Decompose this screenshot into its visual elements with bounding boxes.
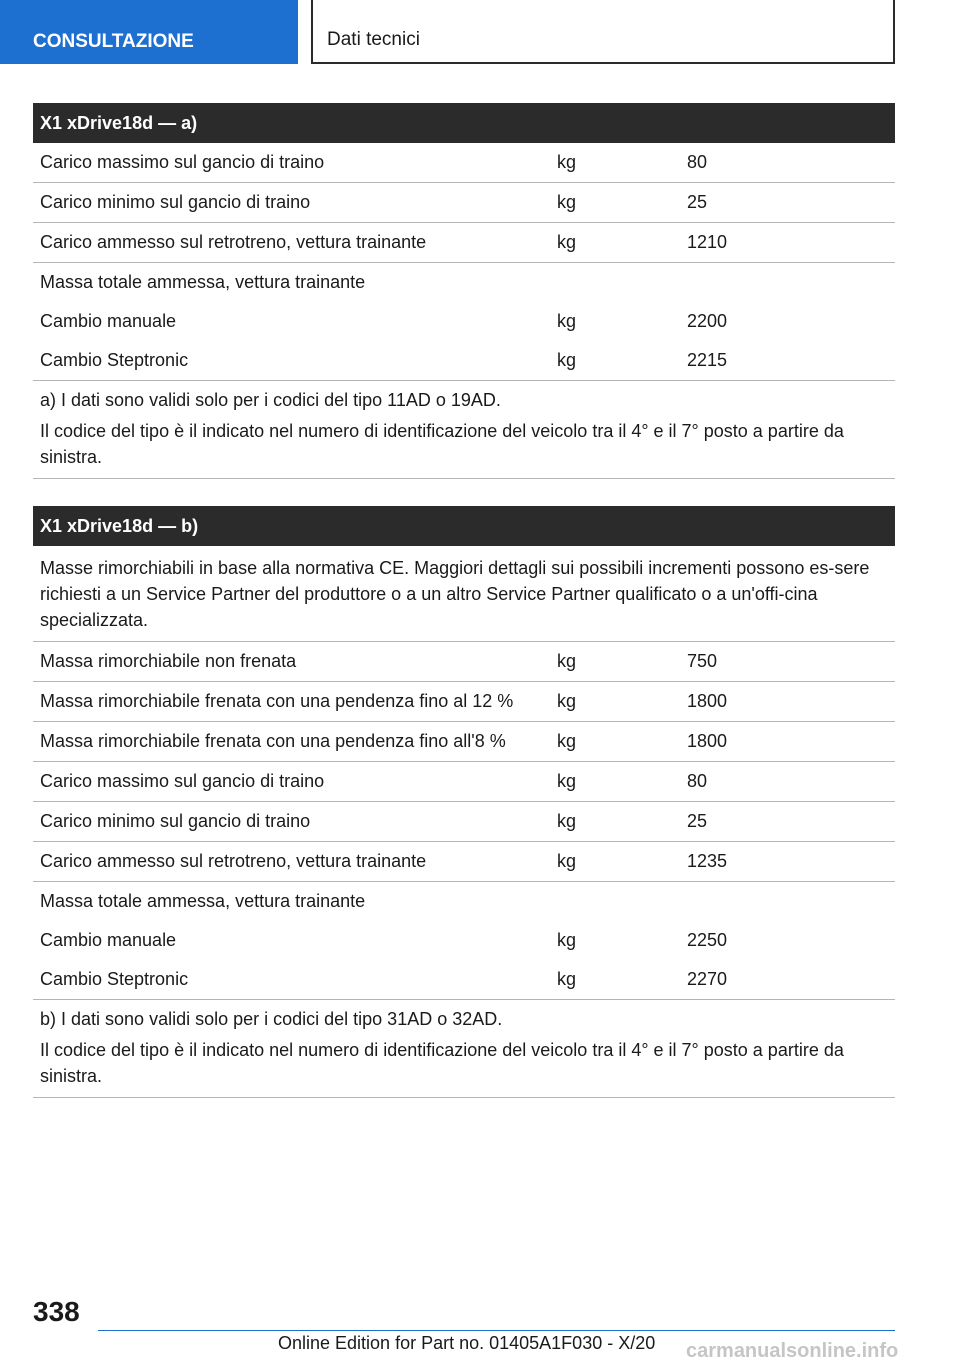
row-unit: kg [557, 930, 577, 950]
row-unit: kg [550, 842, 680, 882]
row-label: Carico massimo sul gancio di traino [33, 762, 550, 802]
table-header [33, 103, 895, 143]
row-label: Massa rimorchiabile frenata con una pendenza fino al 12 % [33, 682, 550, 722]
row-value: 80 [680, 762, 895, 802]
spec-table-a [33, 103, 895, 479]
row-unit: kg [550, 223, 680, 263]
row-subheading: Massa totale ammessa, vettura trainante [40, 891, 366, 911]
row-label: Carico minimo sul gancio di traino [33, 802, 550, 842]
footer-edition: Online Edition for Part no. 01405A1F030 - X/20 [278, 1333, 656, 1353]
table-row [33, 223, 895, 263]
row-value: 1235 [680, 842, 895, 882]
table-row [33, 882, 895, 922]
page-number: 338 [33, 1296, 80, 1327]
table-row [33, 143, 895, 183]
table-row [33, 546, 895, 642]
row-value: 1800 [680, 682, 895, 722]
row-label: Cambio manuale [40, 311, 177, 331]
section-tab-label: CONSULTAZIONE [33, 31, 194, 52]
table-footnote [33, 1000, 895, 1098]
table-row [33, 183, 895, 223]
row-unit: kg [550, 143, 680, 183]
row-unit: kg [550, 183, 680, 223]
row-value: 750 [680, 642, 895, 682]
table-title: X1 xDrive18d — a) [33, 103, 895, 143]
row-value: 2270 [680, 960, 895, 1000]
row-unit: kg [550, 722, 680, 762]
chapter-title-box [311, 0, 895, 64]
row-label: Carico ammesso sul retrotreno, vettura trainante [33, 842, 550, 882]
row-unit: kg [550, 682, 680, 722]
footnote-text: Il codice del tipo è il indicato nel numero di identificazione del veicolo tra il 4° e il 7° posto a partire da sinistra. [40, 1040, 844, 1086]
row-value: 25 [680, 802, 895, 842]
row-value: 1800 [680, 722, 895, 762]
table-footnote-row [33, 381, 895, 479]
row-label: Cambio Steptronic [33, 960, 550, 1000]
row-value: 2215 [680, 341, 895, 381]
footnote-text: a) I dati sono validi solo per i codici del tipo 11AD o 19AD. [40, 390, 501, 410]
table-header [33, 506, 895, 546]
footnote-text: Il codice del tipo è il indicato nel numero di identificazione del veicolo tra il 4° e il 7° posto a partire da sinistra. [40, 421, 844, 467]
row-label: Carico minimo sul gancio di traino [33, 183, 550, 223]
row-value: 2250 [687, 930, 728, 950]
watermark: carmanualsonline.info [686, 1340, 899, 1362]
row-unit: kg [557, 311, 577, 331]
table-row [33, 960, 895, 1000]
row-label: Massa rimorchiabile non frenata [33, 642, 550, 682]
row-value: 1210 [680, 223, 895, 263]
row-unit: kg [550, 960, 680, 1000]
row-label: Carico ammesso sul retrotreno, vettura trainante [33, 223, 550, 263]
row-value: 80 [680, 143, 895, 183]
table-title: X1 xDrive18d — b) [33, 506, 895, 546]
table-row [33, 762, 895, 802]
row-label: Cambio manuale [40, 930, 177, 950]
row-label: Massa rimorchiabile frenata con una pendenza fino all'8 % [33, 722, 550, 762]
row-unit: kg [550, 642, 680, 682]
table-row [33, 842, 895, 882]
table-row [33, 263, 895, 303]
chapter-title: Dati tecnici [327, 29, 420, 50]
table-row [33, 722, 895, 762]
spec-table-b [33, 506, 895, 1098]
row-value: 25 [680, 183, 895, 223]
table-row [33, 642, 895, 682]
table-footnote [33, 381, 895, 479]
footnote-text: b) I dati sono validi solo per i codici del tipo 31AD o 32AD. [40, 1009, 503, 1029]
table-row [33, 682, 895, 722]
table-intro: Masse rimorchiabili in base alla normativa CE. Maggiori dettagli sui possibili incrementi possono es-sere richiesti a un Service Partner del produttore o a un altro Service Partner qualificato o a un'offi-cina specializzata. [33, 546, 895, 642]
row-unit: kg [550, 762, 680, 802]
table-footnote-row [33, 1000, 895, 1098]
row-unit: kg [550, 802, 680, 842]
table-row [33, 921, 895, 960]
table-row [33, 802, 895, 842]
footer-divider [98, 1330, 895, 1331]
row-value: 2200 [687, 311, 728, 331]
row-label: Carico massimo sul gancio di traino [33, 143, 550, 183]
section-tab[interactable] [0, 0, 298, 64]
row-label: Cambio Steptronic [33, 341, 550, 381]
row-unit: kg [550, 341, 680, 381]
table-row [33, 341, 895, 381]
table-row [33, 302, 895, 341]
row-subheading: Massa totale ammessa, vettura trainante [40, 272, 366, 292]
